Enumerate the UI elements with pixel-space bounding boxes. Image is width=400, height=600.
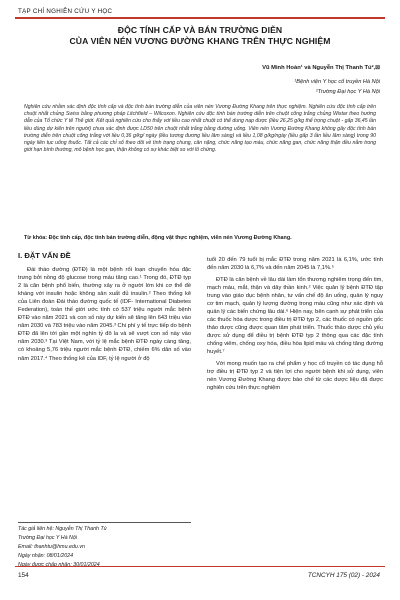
keywords [24,235,376,242]
affiliation-1: ¹Bệnh viện Y học cổ truyền Hà Nội [294,79,380,85]
paragraph: Đái tháo đường (ĐTĐ) là một bệnh rối loạn chuyển hóa đặc trưng bởi nồng độ glucose trong máu tăng cao.¹ Trong đó, ĐTĐ typ 2 là căn bệnh phổ biến, thường xảy ra ở người lớn khi cơ thể đề kháng với insulin hoặc không sản xuất đủ insulin.² Theo thống kê của Liên đoàn Đái tháo đường quốc tế (IDF- International Diabetes Federation), toàn thế giới ước tính có 537 triệu người mắc bệnh ĐTĐ vào năm 2021 và con số này dự kiến sẽ tăng lên 643 triệu vào năm 2030 và 783 triệu vào năm 2045.³ Chi phí y tế trực tiếp do bệnh ĐTĐ đã lên tới gần một nghìn tỷ đô la và sẽ vượt con số này vào năm 2030.³ Tại Việt Nam, với tỷ lệ mắc bệnh ĐTĐ ngày càng tăng, có khoảng 5,76 triệu người mắc bệnh ĐTĐ, chiếm 6% dân số vào năm 2017.⁴ Theo thống kê của IDF, tỷ lệ người ở độ [18,267,191,362]
journal-citation: TCNCYH 175 (02) - 2024 [307,572,380,579]
paragraph: Với mong muốn tạo ra chế phẩm y học cổ truyền có tác dụng hỗ trợ điều trị ĐTĐ typ 2 và tiện lợi cho người bệnh khi sử dụng, viên nén Vương Đường Khang được bào chế từ các dược liệu đã được nghiên cứu trên thực nghiệm [207,360,383,391]
abstract: Nghiên cứu nhằm xác định độc tính cấp và độc tính bán trường diễn của viên nén Vương Đường Khang trên thực nghiệm. Nghiên cứu độc tính cấp trên chuột nhắt chủng Swiss bằng phương pháp Litchfield – Wilcoxon. Nghiên cứu độc tính bán trường diễn trên chuột cống trắng chủng Wistar theo hướng dẫn của Tổ chức Y tế Thế giới. Kết quả nghiên cứu cho thấy với liều cao nhất chuột có thể dung nạp được (liều 26,25 g/kg thể trọng chuột - gấp 36,45 lần liều dùng dự kiến trên người) chưa xác định được LD50 trên chuột nhắt trắng bằng đường uống. Viên nén Vương Đường Khang không gây độc tính bán trường diễn trên chuột cống trắng với liều 0,36 g/kg/ ngày (liều tương đương liều lâm sàng) và liều 1,08 g/kg/ngày (liều gấp 3 lần liều lâm sàng) trong 90 ngày liên tục uống thuốc. Tất cả các chỉ số theo dõi về tình trạng chung, cân nặng, chức năng tạo máu, chức năng gan, chức năng thận đều nằm trong giới hạn bình thường, mô bệnh học gan, thận không có sự khác biệt so với lô chứng. [24,104,376,154]
page-number: 154 [18,572,29,579]
title-line-2: CỦA VIÊN NÉN VƯƠNG ĐƯỜNG KHANG TRÊN THỰC NGHIỆM [69,36,331,46]
paragraph: tuổi 20 đến 79 tuổi bị mắc ĐTĐ trong năm 2021 là 6,1%, ước tính đến năm 2030 là 6,7% và đến năm 2045 là 7,1%.⁵ [207,257,383,272]
section-heading: I. ĐẶT VẤN ĐỀ [18,251,71,260]
header-rule [15,17,385,19]
title-line-1: ĐỘC TÍNH CẤP VÀ BÁN TRƯỜNG DIỄN [117,25,283,35]
body-column-left [18,266,191,366]
journal-section-tag: TẠP CHÍ NGHIÊN CỨU Y HỌC [18,8,113,15]
corresponding-author: Tác giả liên hệ: Nguyễn Thị Thanh Tú [18,526,107,532]
paragraph: ĐTĐ là căn bệnh về lâu dài làm tổn thương nghiêm trọng đến tim, mạch máu, mắt, thận và dây thần kinh.² Việc quản lý bệnh ĐTĐ tập trung vào giáo dục bệnh nhân, tư vấn chế độ ăn uống, quản lý nguy cơ tim mạch, quản lý lượng đường trong máu cũng như xác định và quản lý các biến chứng lâu dài.⁶ Hiện nay, bên cạnh sự phát triển của các thuốc hóa dược trong điều trị ĐTĐ typ 2, các thuốc có nguồn gốc thảo dược cũng được quan tâm phát triển. Thuốc thảo dược chủ yếu được sử dụng để điều trị bệnh ĐTĐ typ 2 thông qua các đặc tính chống viêm, chống oxy hóa, điều hòa lipid máu và chống tăng đường huyết.⁷ [207,276,383,356]
institution: Trường Đại học Y Hà Nội [18,535,77,542]
article-title [30,25,370,47]
author-list: Vũ Minh Hoàn¹ và Nguyễn Thị Thanh Tú²,⊠ [262,65,380,71]
keywords-label: Từ khóa: [24,235,48,241]
footer-rule [15,566,385,567]
received-date: Ngày nhận: 08/01/2024 [18,553,74,560]
body-column-right [207,256,383,395]
footnotes [18,525,193,570]
keywords-text: Độc tính cấp, độc tính bán trường diễn, động vật thực nghiệm, viên nén Vương Đường Khang. [48,235,292,241]
footnote-rule [18,522,191,523]
affiliation-2: ²Trường Đại học Y Hà Nội [315,89,380,95]
email: Email: thanhtu@hmu.edu.vn [18,544,85,551]
